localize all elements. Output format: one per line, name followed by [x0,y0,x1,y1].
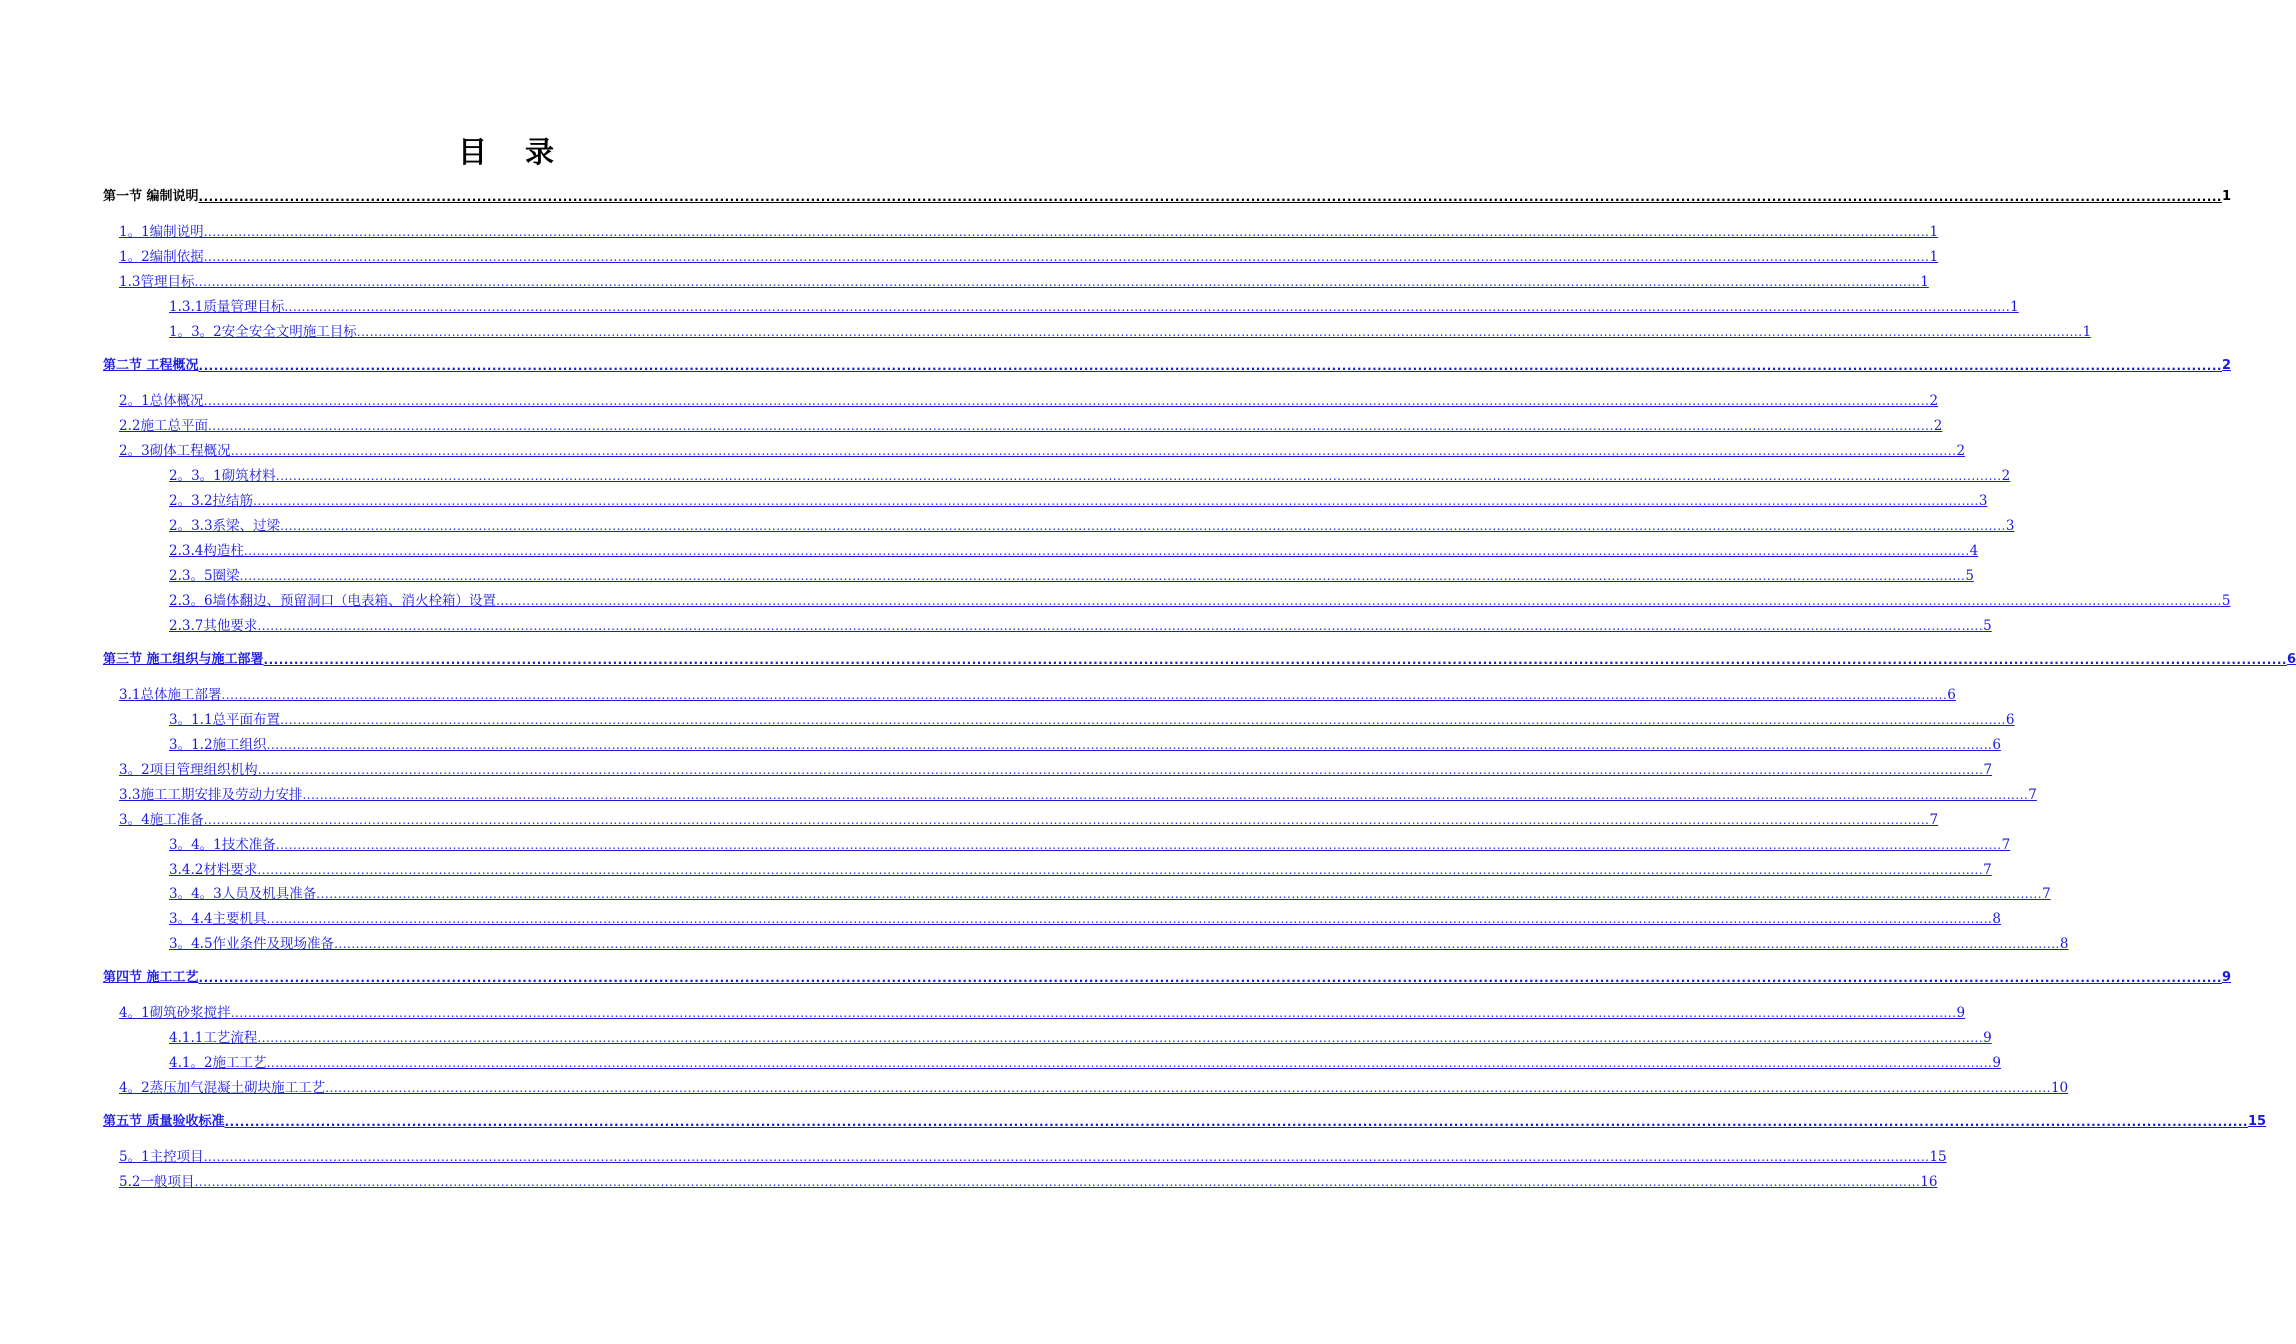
toc-dot-leader: ................................................................................................................................................................................................................................................................................................................................................................................................................ [263,653,2287,667]
toc-entry-link[interactable] [169,565,1974,585]
toc-entry-label: 2。3。1砌筑材料 [169,468,276,484]
toc-page-number: 2 [2001,468,2011,484]
toc-entry-link[interactable] [169,933,2069,953]
toc-dot-leader: ................................................................................................................................................................................................................................................................................................................................................................................................................ [266,1056,1993,1070]
toc-page-number: 2 [1929,393,1939,409]
toc-entry-label: 4。1砌筑砂浆搅拌 [119,1005,231,1021]
toc-dot-leader: ................................................................................................................................................................................................................................................................................................................................................................................................................ [257,619,1984,633]
toc-dot-leader: ................................................................................................................................................................................................................................................................................................................................................................................................................ [198,971,2222,985]
toc-entry-label: 4.1。2施工工艺 [169,1055,267,1071]
toc-page-number: 7 [2001,837,2011,853]
toc-page-number: 1 [1920,274,1929,290]
toc-entry-label: 3。2项目管理组织机构 [119,762,258,778]
toc-page-number: 8 [1992,911,2001,927]
toc-dot-leader: ................................................................................................................................................................................................................................................................................................................................................................................................................ [253,494,1979,508]
toc-entry-label: 第三节 施工组织与施工部署 [103,652,264,667]
toc-dot-leader: ................................................................................................................................................................................................................................................................................................................................................................................................................ [266,738,1993,752]
toc-dot-leader: ................................................................................................................................................................................................................................................................................................................................................................................................................ [334,937,2060,951]
toc-entry-link[interactable] [169,590,2231,610]
toc-dot-leader: ................................................................................................................................................................................................................................................................................................................................................................................................................ [224,1115,2248,1129]
toc-entry-link[interactable] [119,415,1943,435]
toc-entry-link[interactable] [169,1027,1992,1047]
toc-page-number: 9 [1956,1005,1966,1021]
toc-entry-link[interactable] [119,246,1939,266]
toc-dot-leader: ................................................................................................................................................................................................................................................................................................................................................................................................................ [203,250,1930,264]
toc-page-number: 4 [1969,543,1979,559]
toc-dot-leader: ................................................................................................................................................................................................................................................................................................................................................................................................................ [257,863,1984,877]
toc-entry-label: 1。1编制说明 [119,224,204,240]
toc-dot-leader: ................................................................................................................................................................................................................................................................................................................................................................................................................ [302,788,2029,802]
toc-entry-link[interactable] [119,390,1939,410]
toc-entry-label: 2。3.3系梁、过梁 [169,518,281,534]
toc-entry-link[interactable] [119,809,1939,829]
toc-entry-label: 3.1总体施工部署 [119,687,222,703]
toc-dot-leader: ................................................................................................................................................................................................................................................................................................................................................................................................................ [207,419,1934,433]
toc-entry-label: 第五节 质量验收标准 [103,1114,225,1129]
toc-page-number: 15 [2247,1114,2267,1129]
toc-dot-leader: ................................................................................................................................................................................................................................................................................................................................................................................................................ [203,225,1930,239]
toc-page-number: 8 [2059,936,2069,952]
toc-entry-link[interactable] [119,1171,1938,1191]
toc-page-number: 7 [1983,862,1992,878]
toc-page-number: 9 [2221,970,2232,985]
toc-entry-link[interactable] [119,1146,1947,1166]
toc-entry-link[interactable] [169,465,2011,485]
toc-entry-label: 2.3。6墙体翻边、预留洞口（电表箱、消火栓箱）设置 [169,593,497,609]
toc-entry-link[interactable] [169,709,2015,729]
toc-page-number: 6 [1992,737,2001,753]
toc-page-number: 9 [1992,1055,2001,1071]
toc-dot-leader: ................................................................................................................................................................................................................................................................................................................................................................................................................ [280,519,2006,533]
toc-entry-link[interactable] [119,1077,2069,1097]
toc-page-number: 1 [1929,224,1939,240]
toc-entry-label: 4.1.1工艺流程 [169,1030,258,1046]
toc-page-number: 3 [2005,518,2015,534]
toc-entry-label: 3。1.1总平面布置 [169,712,281,728]
toc-dot-leader: ................................................................................................................................................................................................................................................................................................................................................................................................................ [275,469,2002,483]
toc-entry-label: 2.3。5圈梁 [169,568,240,584]
toc-entry-label: 3。4施工准备 [119,812,204,828]
toc-page-number: 1 [2082,324,2092,340]
toc-dot-leader: ................................................................................................................................................................................................................................................................................................................................................................................................................ [203,394,1930,408]
toc-page-number: 7 [2028,787,2037,803]
toc-entry-link[interactable] [169,1052,2001,1072]
toc-dot-leader: ................................................................................................................................................................................................................................................................................................................................................................................................................ [257,763,1984,777]
toc-section-link[interactable] [103,649,2296,669]
toc-page-number: 15 [1929,1149,1947,1165]
toc-page-number: 2 [2221,358,2232,373]
toc-page-number: 16 [1920,1174,1938,1190]
toc-entry-label: 3。4.4主要机具 [169,911,267,927]
toc-page-number: 6 [1947,687,1956,703]
toc-section-link[interactable] [103,967,2232,987]
toc-entry-label: 2.3.7其他要求 [169,618,258,634]
toc-page-number: 7 [1983,762,1993,778]
toc-dot-leader: ................................................................................................................................................................................................................................................................................................................................................................................................................ [496,594,2222,608]
toc-dot-leader: ................................................................................................................................................................................................................................................................................................................................................................................................................ [194,275,1921,289]
toc-dot-leader: ................................................................................................................................................................................................................................................................................................................................................................................................................ [239,569,1966,583]
toc-dot-leader: ................................................................................................................................................................................................................................................................................................................................................................................................................ [316,887,2043,901]
toc-entry-label: 1.3.1质量管理目标 [169,299,285,315]
toc-page-number: 7 [2042,886,2051,902]
toc-entry-label: 2。3砌体工程概况 [119,443,231,459]
toc-page-number: 6 [2005,712,2015,728]
toc-entry-label: 3.4.2材料要求 [169,862,258,878]
toc-page-number: 1 [1929,249,1939,265]
toc-entry-link[interactable] [119,784,2037,804]
toc-page-number: 7 [1929,812,1939,828]
toc-entry-label: 1.3管理目标 [119,274,195,290]
toc-page-number: 3 [1978,493,1988,509]
toc-dot-leader: ................................................................................................................................................................................................................................................................................................................................................................................................................ [230,444,1957,458]
toc-entry-label: 4。2蒸压加气混凝土砌块施工工艺 [119,1080,326,1096]
toc-entry-label: 2。3.2拉结筋 [169,493,254,509]
toc-entry-label: 1。3。2安全安全文明施工目标 [169,324,357,340]
toc-dot-leader: ................................................................................................................................................................................................................................................................................................................................................................................................................ [275,838,2002,852]
toc-entry-label: 2。1总体概况 [119,393,204,409]
toc-entry-label: 5.2一般项目 [119,1174,195,1190]
page-title: 目 录 [457,135,569,169]
toc-dot-leader: ................................................................................................................................................................................................................................................................................................................................................................................................................ [257,1031,1984,1045]
toc-entry-link[interactable] [119,271,1929,291]
toc-entry-label: 2.2施工总平面 [119,418,208,434]
toc-dot-leader: ................................................................................................................................................................................................................................................................................................................................................................................................................ [266,912,1993,926]
toc-page-number: 9 [1983,1030,1992,1046]
toc-dot-leader: ................................................................................................................................................................................................................................................................................................................................................................................................................ [325,1081,2051,1095]
toc-page-number: 5 [1965,568,1974,584]
toc-page-number: 1 [2010,299,2019,315]
toc-entry-label: 1。2编制依据 [119,249,204,265]
toc-entry-link[interactable] [119,440,1966,460]
toc-entry-label: 3。4.5作业条件及现场准备 [169,936,335,952]
toc-page-number: 6 [2286,652,2296,667]
toc-dot-leader: ................................................................................................................................................................................................................................................................................................................................................................................................................ [243,544,1970,558]
toc-entry-link[interactable] [169,908,2001,928]
toc-page-number: 5 [1983,618,1992,634]
toc-page-number: 2 [1956,443,1966,459]
toc-page-number: 1 [2221,189,2232,204]
toc-entry-link[interactable] [169,490,1988,510]
toc-dot-leader: ................................................................................................................................................................................................................................................................................................................................................................................................................ [203,1150,1930,1164]
toc-entry-label: 3。4。1技术准备 [169,837,276,853]
toc-dot-leader: ................................................................................................................................................................................................................................................................................................................................................................................................................ [198,190,2222,204]
toc-entry-link[interactable] [169,296,2019,316]
toc-entry-label: 2.3.4构造柱 [169,543,244,559]
toc-entry-link[interactable] [119,759,1993,779]
toc-dot-leader: ................................................................................................................................................................................................................................................................................................................................................................................................................ [280,713,2006,727]
toc-entry-label: 第二节 工程概况 [103,358,199,373]
toc-page-number: 10 [2050,1080,2069,1096]
toc-entry-link[interactable] [169,883,2051,903]
toc-entry-link[interactable] [169,734,2001,754]
toc-entry-label: 5。1主控项目 [119,1149,204,1165]
toc-dot-leader: ................................................................................................................................................................................................................................................................................................................................................................................................................ [194,1175,1921,1189]
toc-entry-label: 3。1.2施工组织 [169,737,267,753]
toc-page-number: 5 [2221,593,2231,609]
toc-dot-leader: ................................................................................................................................................................................................................................................................................................................................................................................................................ [356,325,2083,339]
toc-dot-leader: ................................................................................................................................................................................................................................................................................................................................................................................................................ [221,688,1948,702]
toc-section-link[interactable] [103,355,2232,375]
toc-entry-link[interactable] [169,834,2011,854]
toc-entry-link[interactable] [119,1002,1966,1022]
toc-entry-label: 第四节 施工工艺 [103,970,199,985]
toc-dot-leader: ................................................................................................................................................................................................................................................................................................................................................................................................................ [230,1006,1957,1020]
toc-entry-label: 3。4。3人员及机具准备 [169,886,317,902]
toc-dot-leader: ................................................................................................................................................................................................................................................................................................................................................................................................................ [203,813,1930,827]
toc-entry-link[interactable] [169,859,1992,879]
toc-entry-link[interactable] [169,515,2015,535]
toc-entry-link[interactable] [119,221,1939,241]
toc-entry-link[interactable] [119,684,1956,704]
toc-dot-leader: ................................................................................................................................................................................................................................................................................................................................................................................................................ [198,359,2222,373]
toc-entry-link[interactable] [169,540,1979,560]
toc-entry-label: 3.3施工工期安排及劳动力安排 [119,787,303,803]
toc-entry-link[interactable] [169,615,1992,635]
toc-page-number: 2 [1933,418,1943,434]
toc-section-link[interactable] [103,1111,2267,1131]
toc-entry-label: 第一节 编制说明 [103,189,199,204]
toc-entry-link[interactable] [169,321,2092,341]
toc-dot-leader: ................................................................................................................................................................................................................................................................................................................................................................................................................ [284,300,2011,314]
toc-section-link[interactable] [103,186,2232,206]
